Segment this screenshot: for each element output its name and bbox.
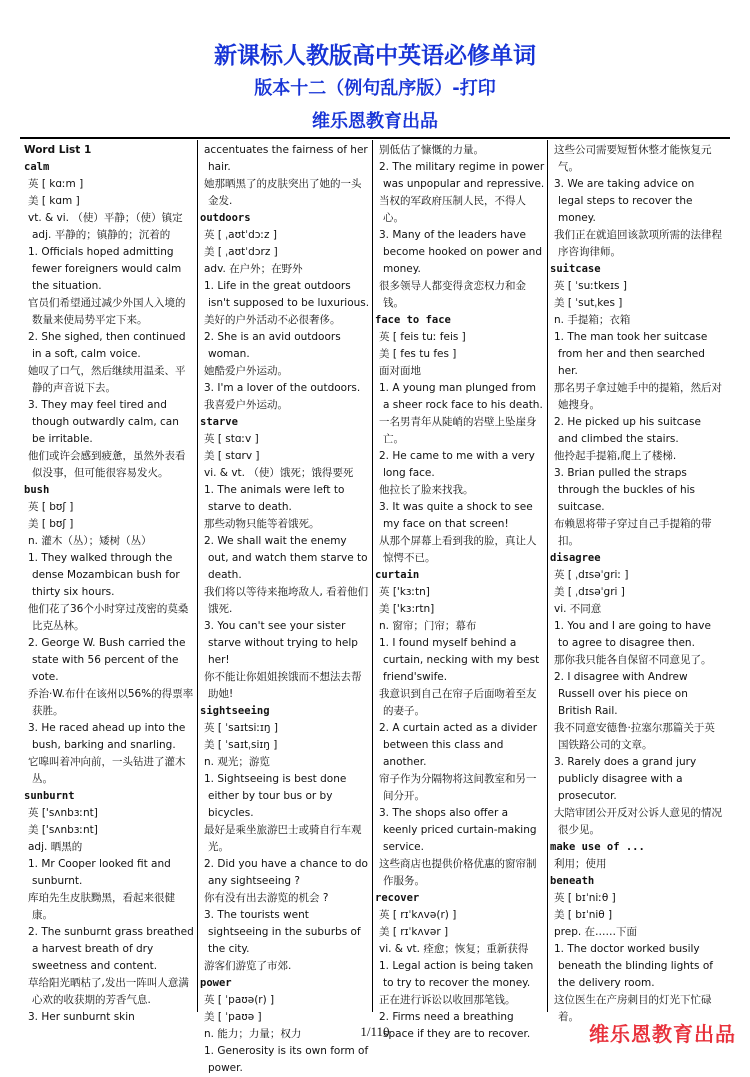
- headword: face to face: [375, 314, 451, 326]
- entry-line: 他拉长了脸来找我。: [379, 484, 474, 496]
- entry-line: 1. A young man plunged from a sheer rock face to his death.: [379, 382, 543, 411]
- entry-line: 英 [ ˌaʊtˈdɔːz ]: [204, 229, 277, 241]
- entry-line: 美 [ ˈsutˌkes ]: [554, 297, 623, 309]
- entry-line: 她叹了口气，然后继续用温柔、平静的声音说下去。: [28, 365, 186, 394]
- entry-line: 3. Brian pulled the straps through the buckles of his suitcase.: [554, 467, 696, 513]
- headword: outdoors: [200, 212, 251, 224]
- entry-line: 2. Did you have a chance to do any sightseeing ?: [204, 858, 368, 887]
- entry-line: 2. He came to me with a very long face.: [379, 450, 535, 479]
- entry-line: 3. Her sunburnt skin: [28, 1011, 135, 1023]
- entry-line: 正在进行诉讼以收回那笔钱。: [379, 994, 516, 1006]
- entry-line: 美 [ rɪˈkʌvər ]: [379, 926, 449, 938]
- entry-line: 美 ['sʌnbɜːnt]: [28, 824, 98, 836]
- entry-line: 我们正在就追回该款项所需的法律程序咨询律师。: [554, 229, 722, 258]
- entry-line: 3. It was quite a shock to see my face on that screen!: [379, 501, 533, 530]
- entry-line: 1. Officials hoped admitting fewer foreigners would calm the situation.: [28, 246, 182, 292]
- entry-line: 英 ['kɜːtn]: [379, 586, 430, 598]
- entry-line: 美 [ ˌaʊtˈdɔrz ]: [204, 246, 278, 258]
- entry-line: n. 手提箱；衣箱: [554, 314, 631, 326]
- entry-line: 美 ['kɜ:rtn]: [379, 603, 435, 615]
- entry-line: 我喜爱户外运动。: [204, 399, 288, 411]
- entry-line: 从那个屏幕上看到我的脸，真让人惊愕不已。: [379, 535, 537, 564]
- entry-line: 英 [ ˈsuːtkeɪs ]: [554, 280, 627, 292]
- entry-line: 1. Life in the great outdoors isn't supposed to be luxurious.: [204, 280, 370, 309]
- entry-line: 3. Rarely does a grand jury publicly disagree with a prosecutor.: [554, 756, 697, 802]
- entry-line: 美 [ ˌdɪsəˈgri ]: [554, 586, 625, 598]
- entry-line: n. 窗帘；门帘；幕布: [379, 620, 477, 632]
- entry-line: 你有没有出去游览的机会 ?: [204, 892, 329, 904]
- entry-line: 官员们希望通过减少外国人入境的数量来使局势平定下来。: [28, 297, 186, 326]
- entry-line: 英 [ ˌdɪsəˈgriː ]: [554, 569, 629, 581]
- entry-line: 他们花了36个小时穿过茂密的莫桑比克丛林。: [28, 603, 189, 632]
- watermark-logo: 维乐恩教育出品: [589, 1022, 736, 1046]
- entry-line: 2. He picked up his suitcase and climbed the stairs.: [554, 416, 701, 445]
- headword: beneath: [550, 875, 595, 887]
- entry-line: 美好的户外活动不必很奢侈。: [204, 314, 341, 326]
- headword: recover: [375, 892, 420, 904]
- entry-line: 2. She sighed, then continued in a soft, calm voice.: [28, 331, 186, 360]
- entry-line: 美 [ fes tu fes ]: [379, 348, 457, 360]
- entry-line: 1. Mr Cooper looked fit and sunburnt.: [28, 858, 171, 887]
- entry-line: adv. 在户外；在野外: [204, 263, 303, 275]
- entry-line: 乔治·W.布什在该州以56%的得票率获胜。: [28, 688, 194, 717]
- headword: sightseeing: [200, 705, 270, 717]
- entry-line: 3. The shops also offer a keenly priced curtain-making service.: [379, 807, 537, 853]
- entry-line: 3. You can't see your sister starve without trying to help her!: [204, 620, 358, 666]
- entry-line: vi. & vt. （使）饿死；饿得要死: [204, 467, 354, 479]
- entry-line: 当权的军政府压制人民，不得人心。: [379, 195, 526, 224]
- entry-line: 它嗥叫着冲向前，一头钻进了灌木丛。: [28, 756, 186, 785]
- entry-line: 英 [ kɑːm ]: [28, 178, 84, 190]
- entry-line: 一名男青年从陡峭的岩壁上坠崖身亡。: [379, 416, 537, 445]
- entry-line: 2. Firms need a breathing space if they are to recover.: [379, 1011, 531, 1040]
- entry-line: prep. 在……下面: [554, 926, 638, 938]
- entry-line: 2. The military regime in power was unpopular and repressive.: [379, 161, 545, 190]
- entry-line: 面对面地: [379, 365, 421, 377]
- publisher-line: 维乐恩教育出品: [312, 111, 438, 132]
- entry-line: n. 能力；力量；权力: [204, 1028, 302, 1040]
- entry-line: 1. I found myself behind a curtain, necking with my best friend'swife.: [379, 637, 540, 683]
- entry-line: n. 观光；游览: [204, 756, 270, 768]
- entry-line: 那些动物只能等着饿死。: [204, 518, 320, 530]
- entry-line: 美 [ bʊʃ ]: [28, 518, 74, 530]
- headword: calm: [24, 161, 50, 173]
- entry-line: 她酷爱户外运动。: [204, 365, 288, 377]
- entry-line: 英 [ rɪˈkʌvə(r) ]: [379, 909, 457, 921]
- entry-line: 他们或许会感到疲惫，虽然外表看似没事，但可能很容易发火。: [28, 450, 186, 479]
- entry-line: 美 [ kɑm ]: [28, 195, 80, 207]
- entry-line: 英 [ ˈsaɪtsiːɪŋ ]: [204, 722, 278, 734]
- entry-line: 3. Many of the leaders have become hooked on power and money.: [379, 229, 542, 275]
- column-divider: [197, 140, 198, 1012]
- entry-line: 2. The sunburnt grass breathed a harvest breath of dry sweetness and content.: [28, 926, 194, 972]
- entry-line: 1. Legal action is being taken to try to recover the money.: [379, 960, 534, 989]
- entry-line: 那名男子拿过她手中的提箱，然后对她搜身。: [554, 382, 722, 411]
- entry-line: 英 [ ˈpaʊə(r) ]: [204, 994, 275, 1006]
- entry-line: 英 [ bɪˈniːθ ]: [554, 892, 616, 904]
- entry-line: 他拎起手提箱,爬上了楼梯.: [554, 450, 677, 462]
- headword: power: [200, 977, 232, 989]
- entry-line: 英 [ bʊʃ ]: [28, 501, 74, 513]
- headword: suitcase: [550, 263, 601, 275]
- entry-line: 帘子作为分隔物将这间教室和另一间分开。: [379, 773, 537, 802]
- entry-line: 别低估了慷慨的力量。: [379, 144, 484, 156]
- entry-line: vt. & vi. （使）平静；（使）镇定 adj. 平静的；镇静的；沉着的: [28, 212, 183, 241]
- headword: starve: [200, 416, 238, 428]
- entry-line: vi. 不同意: [554, 603, 602, 615]
- entry-line: 1. Generosity is its own form of power.: [204, 1045, 369, 1074]
- entry-line: 利用；使用: [554, 858, 607, 870]
- entry-line: 1. You and I are going to have to agree to disagree then.: [554, 620, 711, 649]
- entry-line: 1. Sightseeing is best done either by tour bus or by bicycles.: [204, 773, 347, 819]
- entry-line: 英 ['sʌnbɜːnt]: [28, 807, 98, 819]
- headword: curtain: [375, 569, 420, 581]
- entry-line: 英 [ stɑːv ]: [204, 433, 259, 445]
- entry-line: 3. We are taking advice on legal steps to recover the money.: [554, 178, 695, 224]
- entry-line: 她那晒黑了的皮肤突出了她的一头金发.: [204, 178, 362, 207]
- entry-line: 库珀先生皮肤黝黑，看起来很健康。: [28, 892, 175, 921]
- word-column-4: [550, 142, 722, 1023]
- headword: make use of ...: [550, 841, 645, 853]
- headword: disagree: [550, 552, 601, 564]
- entry-line: 3. They may feel tired and though outwardly calm, can be irritable.: [28, 399, 179, 445]
- word-column-2: [200, 142, 370, 1074]
- entry-line: 布赖恩将带子穿过自己手提箱的带扣。: [554, 518, 712, 547]
- document-subtitle: 版本十二（例句乱序版）-打印: [254, 78, 496, 99]
- entry-line: 我们将以等待来拖垮敌人, 看着他们饿死.: [204, 586, 369, 615]
- entry-line: 3. The tourists went sightseeing in the suburbs of the city.: [204, 909, 361, 955]
- headword: bush: [24, 484, 50, 496]
- entry-line: accentuates the fairness of her hair.: [204, 144, 368, 173]
- entry-line: 大陪审团公开反对公诉人意见的情况很少见。: [554, 807, 722, 836]
- word-list-title: Word List 1: [24, 144, 92, 156]
- entry-line: 1. The animals were left to starve to death.: [204, 484, 345, 513]
- entry-line: 这些商店也提供价格优惠的窗帘制作服务。: [379, 858, 537, 887]
- entry-line: n. 灌木（丛）；矮树（丛）: [28, 535, 152, 547]
- entry-line: 1. The doctor worked busily beneath the blinding lights of the delivery room.: [554, 943, 713, 989]
- entry-line: 草给阳光晒枯了,发出一阵叫人意满心欢的收获期的芳香气息.: [28, 977, 189, 1006]
- entry-line: 英 [ feis tuː feis ]: [379, 331, 466, 343]
- document-header: [0, 40, 750, 138]
- entry-line: 美 [ ˈpaʊə ]: [204, 1011, 262, 1023]
- entry-line: 3. I'm a lover of the outdoors.: [204, 382, 361, 394]
- entry-line: 1. They walked through the dense Mozambican bush for thirty six hours.: [28, 552, 180, 598]
- entry-line: 美 [ ˈsaɪtˌsiɪŋ ]: [204, 739, 278, 751]
- entry-line: 2. She is an avid outdoors woman.: [204, 331, 341, 360]
- entry-line: 2. We shall wait the enemy out, and watch them starve to death.: [204, 535, 368, 581]
- column-divider: [372, 140, 373, 1012]
- entry-line: vi. & vt. 痊愈；恢复；重新获得: [379, 943, 529, 955]
- entry-line: 美 [ bɪˈniθ ]: [554, 909, 613, 921]
- entry-line: 3. He raced ahead up into the bush, barking and snarling.: [28, 722, 186, 751]
- headword: sunburnt: [24, 790, 75, 802]
- word-column-1: [24, 142, 194, 1023]
- entry-line: 你不能让你姐姐挨饿而不想法去帮助她!: [204, 671, 362, 700]
- entry-line: 最好是乘坐旅游巴士或骑自行车观光。: [204, 824, 362, 853]
- header-rule: [20, 137, 730, 139]
- entry-line: 很多领导人都变得贪恋权力和金钱。: [379, 280, 526, 309]
- entry-line: 游客们游览了市郊.: [204, 960, 292, 972]
- column-divider: [547, 140, 548, 1012]
- entry-line: 那你我只能各自保留不同意见了。: [554, 654, 712, 666]
- entry-line: 这些公司需要短暂休整才能恢复元气。: [554, 144, 712, 173]
- page-number: 1/110: [360, 1024, 390, 1039]
- entry-line: 1. The man took her suitcase from her and then searched her.: [554, 331, 708, 377]
- entry-line: 2. George W. Bush carried the state with 56 percent of the vote.: [28, 637, 186, 683]
- entry-line: 我意识到自己在帘子后面吻着至友的妻子。: [379, 688, 537, 717]
- entry-line: 2. I disagree with Andrew Russell over his piece on British Rail.: [554, 671, 688, 717]
- document-title: 新课标人教版高中英语必修单词: [214, 43, 536, 69]
- entry-line: 美 [ stɑrv ]: [204, 450, 260, 462]
- entry-line: 我不同意安德鲁·拉塞尔那篇关于英国铁路公司的文章。: [554, 722, 715, 751]
- entry-line: 2. A curtain acted as a divider between this class and another.: [379, 722, 538, 768]
- entry-line: 这位医生在产房刺目的灯光下忙碌着。: [554, 994, 712, 1023]
- entry-line: adj. 晒黑的: [28, 841, 83, 853]
